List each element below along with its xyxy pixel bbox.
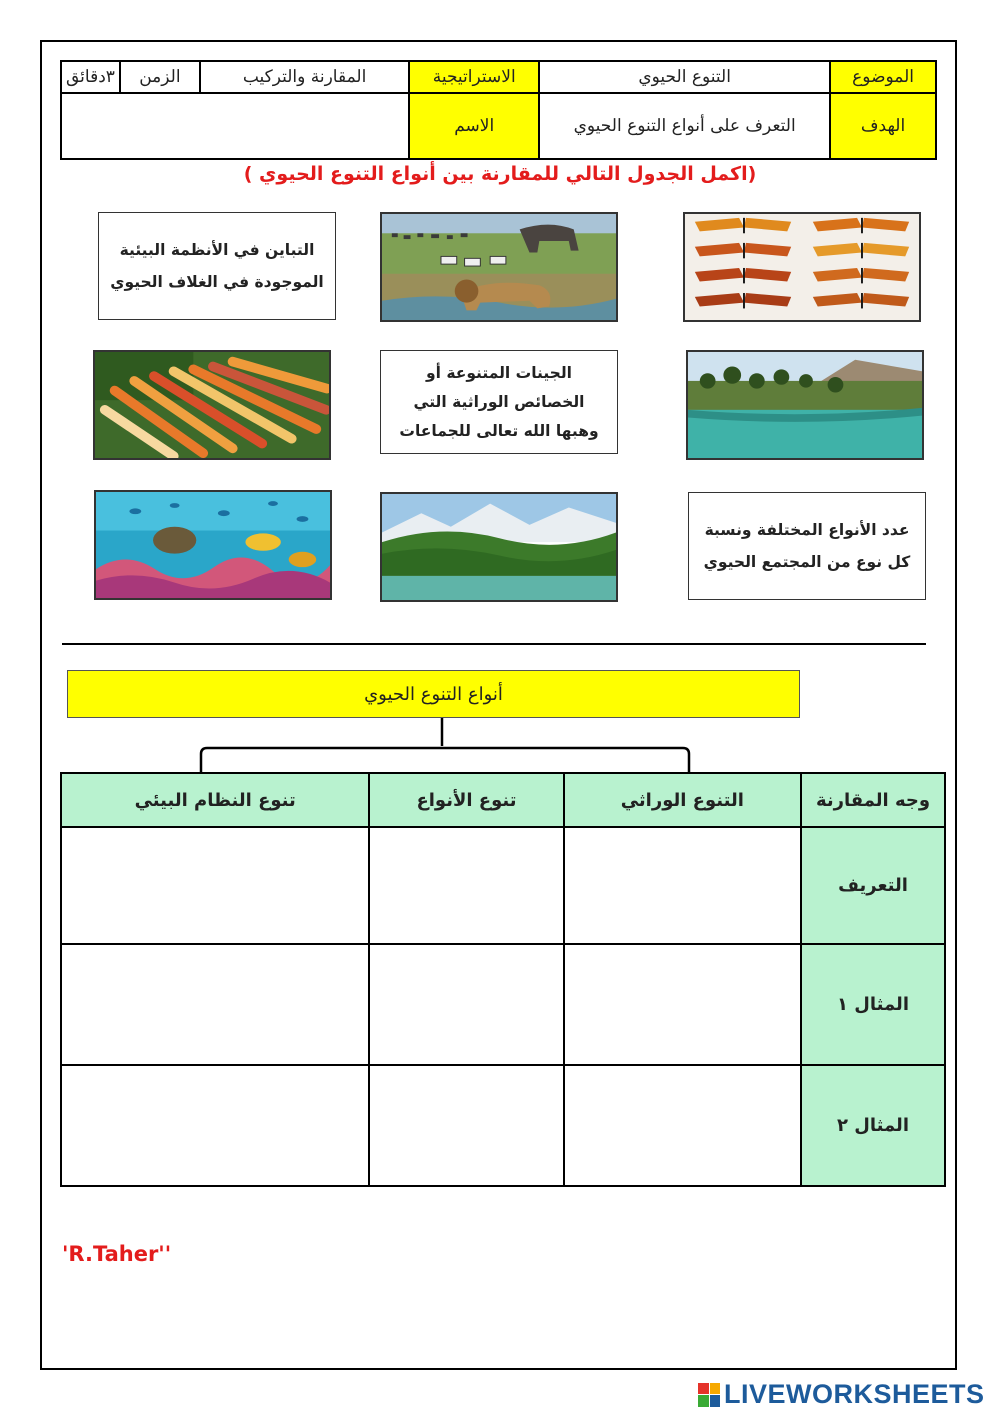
strategy-label: الاستراتيجية	[409, 61, 539, 93]
time-label: الزمن	[120, 61, 200, 93]
drop-cell-genetic-example-1[interactable]	[564, 944, 801, 1065]
header-ecosystem-diversity: تنوع النظام البيئي	[61, 773, 369, 827]
goal-value: التعرف على أنواع التنوع الحيوي	[539, 93, 830, 159]
biodiversity-types-title: أنواع التنوع الحيوي	[67, 670, 800, 718]
row-label-example-1: المثال ١	[801, 944, 945, 1065]
coral-reef-image[interactable]	[94, 490, 332, 600]
colorful-carrots-image[interactable]	[93, 350, 331, 460]
tree-bracket	[195, 718, 695, 778]
header-table	[60, 60, 937, 160]
instruction-text: (اكمل الجدول التالي للمقارنة بين أنواع التنوع الحيوي )	[243, 163, 757, 185]
drop-cell-genetic-definition[interactable]	[564, 827, 801, 944]
name-label: الاسم	[409, 93, 539, 159]
table-row	[61, 944, 945, 1065]
forest-lake-image[interactable]	[380, 492, 618, 602]
drop-cell-genetic-example-2[interactable]	[564, 1065, 801, 1186]
liveworksheets-logo-icon	[698, 1383, 720, 1407]
time-value: ٣دقائق	[61, 61, 120, 93]
row-label-definition: التعريف	[801, 827, 945, 944]
drop-cell-species-example-2[interactable]	[369, 1065, 563, 1186]
liveworksheets-brand[interactable]	[698, 1379, 985, 1410]
drop-cell-species-example-1[interactable]	[369, 944, 563, 1065]
table-row	[61, 827, 945, 944]
drop-cell-ecosystem-definition[interactable]	[61, 827, 369, 944]
butterflies-image[interactable]	[683, 212, 921, 322]
topic-label: الموضوع	[830, 61, 936, 93]
strategy-value: المقارنة والتركيب	[200, 61, 409, 93]
author-signature: 'R.Taher''	[62, 1242, 172, 1266]
topic-value: التنوع الحيوي	[539, 61, 830, 93]
comparison-table	[60, 772, 946, 1187]
savanna-animals-image[interactable]	[380, 212, 618, 322]
header-comparison-aspect: وجه المقارنة	[801, 773, 945, 827]
header-species-diversity: تنوع الأنواع	[369, 773, 563, 827]
header-genetic-diversity: التنوع الوراثي	[564, 773, 801, 827]
drop-cell-ecosystem-example-2[interactable]	[61, 1065, 369, 1186]
brand-name: LIVEWORKSHEETS	[724, 1379, 985, 1409]
table-row	[61, 1065, 945, 1186]
name-field[interactable]	[61, 93, 409, 159]
genetic-definition-card[interactable]: الجينات المتنوعة أو الخصائص الوراثية التي وهبها الله تعالى للجماعات	[380, 350, 618, 454]
row-label-example-2: المثال ٢	[801, 1065, 945, 1186]
drop-cell-ecosystem-example-1[interactable]	[61, 944, 369, 1065]
divider-line	[62, 643, 926, 645]
ecosystem-definition-card[interactable]: التباين في الأنظمة البيئية الموجودة في الغلاف الحيوي	[98, 212, 336, 320]
oasis-lake-image[interactable]	[686, 350, 924, 460]
drop-cell-species-definition[interactable]	[369, 827, 563, 944]
goal-label: الهدف	[830, 93, 936, 159]
species-definition-card[interactable]: عدد الأنواع المختلفة ونسبة كل نوع من المجتمع الحيوي	[688, 492, 926, 600]
